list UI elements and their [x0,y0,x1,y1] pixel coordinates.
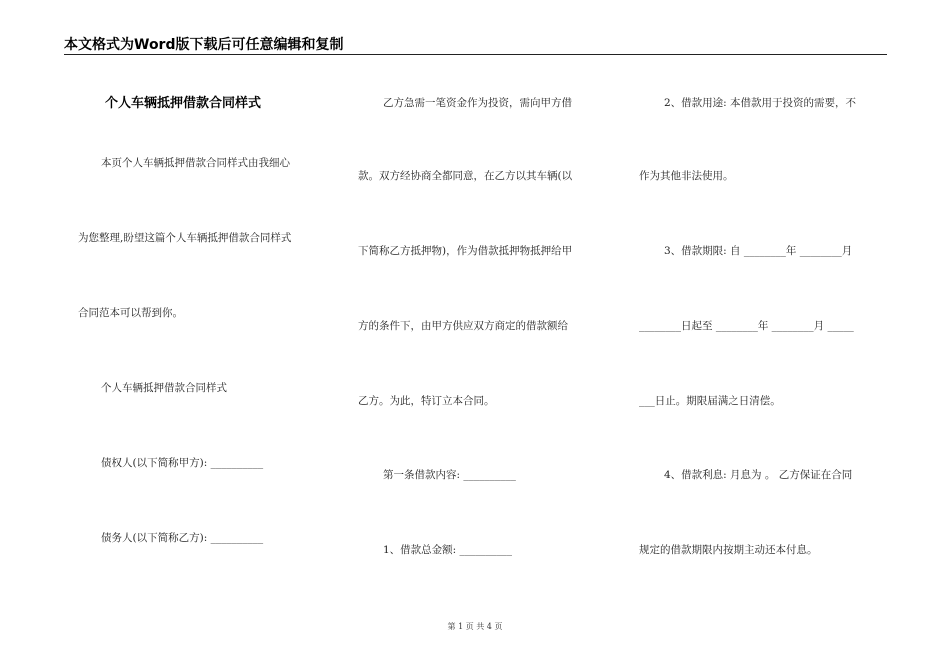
paragraph-line: 乙方急需一笔资金作为投资，需向甲方借 [383,97,572,109]
loan-term-line: 3、借款期限: 自 ________年 ________月 [664,245,853,257]
article-one-heading: 第一条借款内容: __________ [383,469,516,481]
paragraph-line: 2、借款用途: 本借款用于投资的需要，不 [664,97,857,109]
section-heading: 个人车辆抵押借款合同样式 [101,382,227,394]
document-header [64,36,887,55]
paragraph-line: 合同范本可以帮到你。 [78,307,183,319]
page-footer: 第 1 页 共 4 页 [447,622,503,631]
paragraph-line: 下简称乙方抵押物)，作为借款抵押物抵押给甲 [358,245,573,257]
document-title: 个人车辆抵押借款合同样式 [105,96,262,111]
loan-amount-field: 1、借款总金额: __________ [383,544,513,556]
loan-term-line: ___日止。期限届满之日清偿。 [639,395,781,407]
interest-line: 4、借款利息: 月息为 。 乙方保证在合同 [664,469,853,481]
creditor-field: 债权人(以下简称甲方): __________ [101,457,264,469]
paragraph-line: 作为其他非法使用。 [639,170,734,182]
paragraph-line: 为您整理,盼望这篇个人车辆抵押借款合同样式 [78,232,292,244]
loan-term-line: ________日起至 ________年 ________月 _____ [639,320,854,332]
header-text: 本文格式为Word版下载后可任意编辑和复制 [64,37,344,53]
paragraph-line: 本页个人车辆抵押借款合同样式由我细心 [101,157,290,169]
interest-line: 规定的借款期限内按期主动还本付息。 [639,544,818,556]
paragraph-line: 方的条件下，由甲方供应双方商定的借款额给 [358,320,568,332]
debtor-field: 债务人(以下简称乙方): __________ [101,532,264,544]
paragraph-line: 乙方。为此，特订立本合同。 [358,395,495,407]
paragraph-line: 款。双方经协商全都同意，在乙方以其车辆(以 [358,170,573,182]
